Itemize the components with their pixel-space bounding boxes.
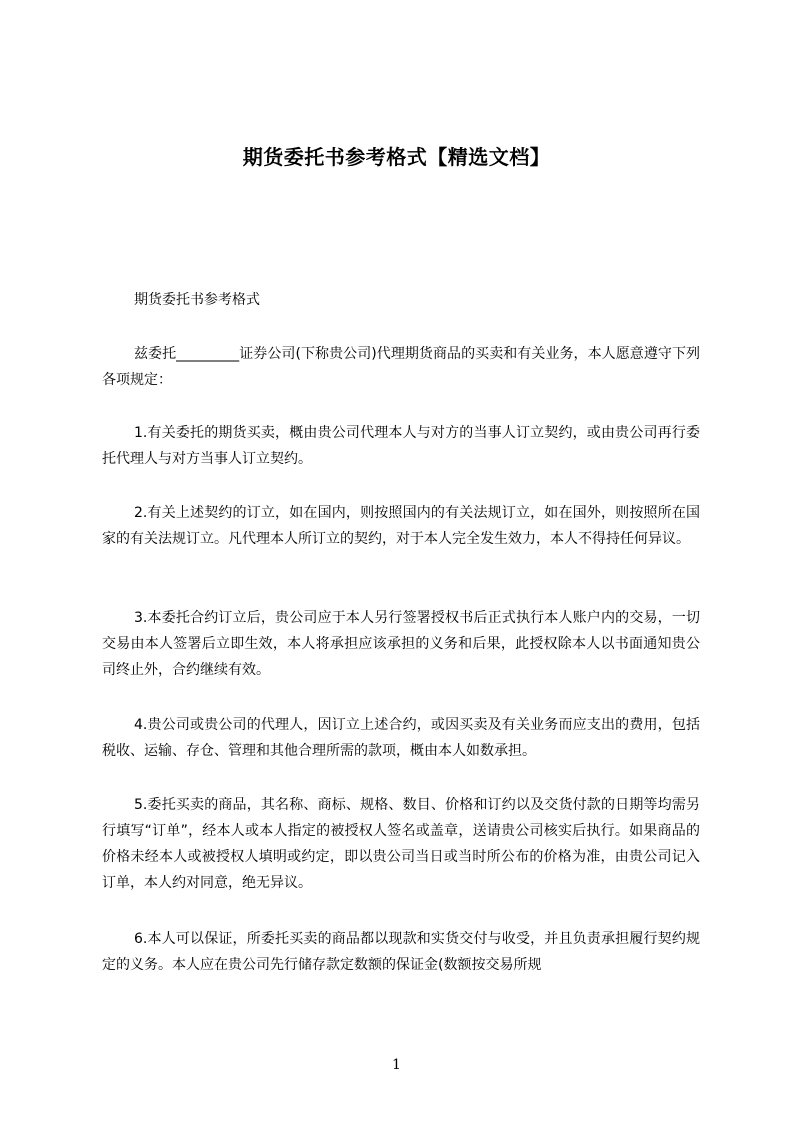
section-heading: 期货委托书参考格式 bbox=[134, 292, 260, 308]
paragraph-clause-2: 2.有关上述契约的订立，如在国内，则按照国内的有关法规订立，如在国外，则按照所在国家的有关法规订立。凡代理本人所订立的契约，对于本人完全发生效力，本人不得持任何异议。 bbox=[102, 505, 700, 547]
paragraph-intro: 兹委托_________证券公司(下称贵公司)代理期货商品的买卖和有关业务，本人愿意遵守下列各项规定： bbox=[102, 346, 700, 388]
paragraph-clause-1: 1.有关委托的期货买卖，概由贵公司代理本人与对方的当事人订立契约，或由贵公司再行委托代理人与对方当事人订立契约。 bbox=[102, 425, 700, 467]
paragraph-clause-4: 4.贵公司或贵公司的代理人，因订立上述合约，或因买卖及有关业务而应支出的费用，包括税收、运输、存仓、管理和其他合理所需的款项，概由本人如数承担。 bbox=[102, 717, 700, 759]
paragraph-clause-3: 3.本委托合约订立后，贵公司应于本人另行签署授权书后正式执行本人账户内的交易，一切交易由本人签署后立即生效，本人将承担应该承担的义务和后果，此授权除本人以书面通知贵公司终止外，合约继续有效。 bbox=[102, 610, 700, 678]
document-title: 期货委托书参考格式【精选文档】 bbox=[242, 145, 551, 169]
page-number: 1 bbox=[392, 1057, 401, 1073]
paragraph-clause-6: 6.本人可以保证，所委托买卖的商品都以现款和实货交付与收受，并且负责承担履行契约规定的义务。本人应在贵公司先行储存款定数额的保证金(数额按交易所规 bbox=[102, 931, 700, 973]
paragraph-clause-5: 5.委托买卖的商品，其名称、商标、规格、数目、价格和订约以及交货付款的日期等均需另行填写“订单”，经本人或本人指定的被授权人签名或盖章，送请贵公司核实后执行。如果商品的价格未经本人或被授权人填明或约定，即以贵公司当日或当时所公布的价格为准，由贵公司记入订单，本人约对同意，绝无异议。 bbox=[102, 797, 700, 891]
